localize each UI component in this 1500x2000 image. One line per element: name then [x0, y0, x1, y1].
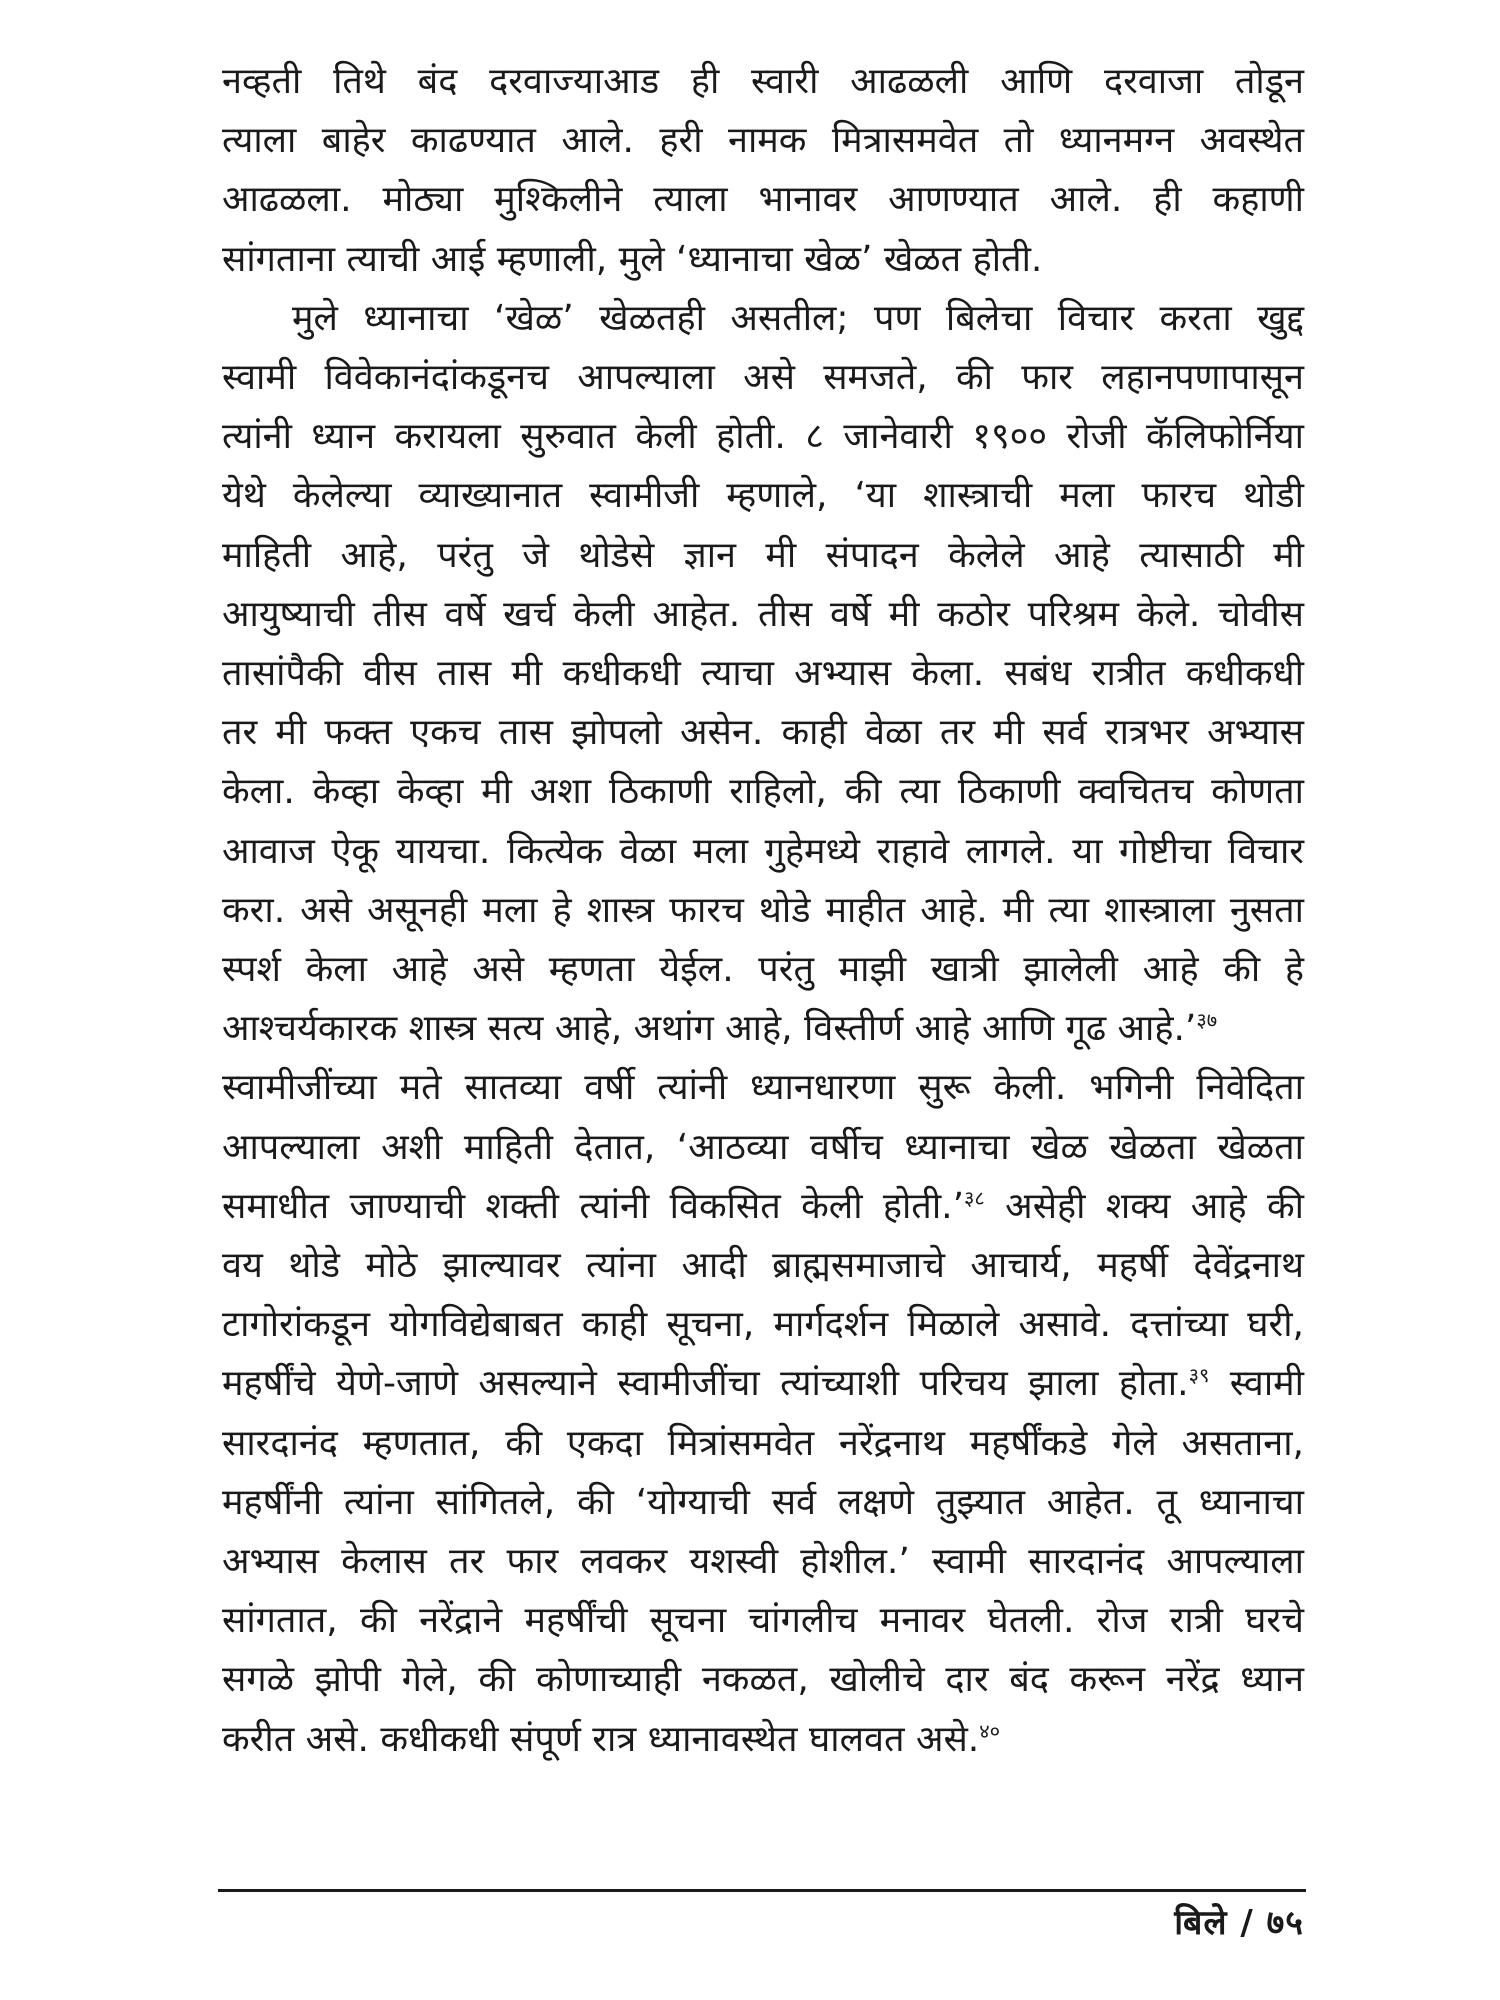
text-line: माहिती आहे, परंतु जे थोडेसे ज्ञान मी संपादन केलेले आहे त्यासाठी मी	[222, 534, 1304, 576]
text-line: मुले ध्यानाचा ‘खेळ’ खेळतही असतील; पण बिलेचा विचार करता खुद्द	[292, 297, 1304, 339]
text-line: त्याला बाहेर काढण्यात आले. हरी नामक मित्रासमवेत तो ध्यानमग्न अवस्थेत	[222, 120, 1304, 162]
text-segment: असेही शक्य आहे की	[984, 1185, 1304, 1227]
footnote-ref-39: ३९	[1188, 1363, 1210, 1388]
text-line: वय थोडे मोठे झाल्यावर त्यांना आदी ब्राह्मसमाजाचे आचार्य, महर्षी देवेंद्रनाथ	[222, 1245, 1304, 1287]
footer-rule	[218, 1889, 1306, 1892]
text-segment: समाधीत जाण्याची शक्ती त्यांनी विकसित केली होती.’	[222, 1185, 965, 1227]
text-line: महर्षींनी त्यांना सांगितले, की ‘योग्याची सर्व लक्षणे तुझ्यात आहेत. तू ध्यानाचा	[222, 1481, 1304, 1523]
text-line: आयुष्याची तीस वर्षे खर्च केली आहेत. तीस वर्षे मी कठोर परिश्रम केले. चोवीस	[222, 593, 1304, 635]
paragraph-2	[222, 289, 1304, 1769]
text-line: नव्हती तिथे बंद दरवाज्याआड ही स्वारी आढळली आणि दरवाजा तोडून	[222, 61, 1304, 102]
book-title: बिले	[1174, 1903, 1228, 1943]
text-line: तर मी फक्त एकच तास झोपलो असेन. काही वेळा तर मी सर्व रात्रभर अभ्यास	[222, 712, 1304, 754]
body-text	[222, 52, 1304, 1769]
text-line-with-ref	[222, 1177, 1304, 1236]
text-segment: करीत असे. कधीकधी संपूर्ण रात्र ध्यानावस्थेत घालवत असे.	[222, 1718, 980, 1760]
page-number: ७५	[1266, 1903, 1304, 1943]
paragraph-1	[222, 52, 1304, 289]
page-footer	[1174, 1898, 1304, 1944]
text-line: केला. केव्हा केव्हा मी अशा ठिकाणी राहिलो, की त्या ठिकाणी क्वचितच कोणता	[222, 771, 1304, 813]
footnote-ref-38: ३८	[964, 1185, 985, 1210]
footnote-ref-40: ४०	[979, 1718, 1001, 1743]
text-line: सारदानंद म्हणतात, की एकदा मित्रांसमवेत नरेंद्रनाथ महर्षींकडे गेले असताना,	[222, 1422, 1304, 1464]
text-line: अभ्यास केलास तर फार लवकर यशस्वी होशील.’ स्वामी सारदानंद आपल्याला	[222, 1541, 1304, 1583]
text-line: स्वामीजींच्या मते सातव्या वर्षी त्यांनी ध्यानधारणा सुरू केली. भगिनी निवेदिता	[222, 1067, 1304, 1109]
text-line: सांगताना त्याची आई म्हणाली, मुले ‘ध्यानाचा खेळ’ खेळत होती.	[222, 238, 1043, 280]
text-segment: महर्षींचे येणे-जाणे असल्याने स्वामीजींचा त्यांच्याशी परिचय झाला होता.	[222, 1363, 1189, 1405]
text-line: तासांपैकी वीस तास मी कधीकधी त्याचा अभ्यास केला. सबंध रात्रीत कधीकधी	[222, 653, 1304, 695]
footnote-ref-37: ३७	[1196, 1008, 1218, 1033]
footer-separator: /	[1240, 1903, 1254, 1943]
text-segment: आश्चर्यकारक शास्त्र सत्य आहे, अथांग आहे, विस्तीर्ण आहे आणि गूढ आहे.’	[222, 1008, 1197, 1050]
text-line: येथे केलेल्या व्याख्यानात स्वामीजी म्हणाले, ‘या शास्त्राची मला फारच थोडी	[222, 475, 1304, 517]
text-line: टागोरांकडून योगविद्येबाबत काही सूचना, मार्गदर्शन मिळाले असावे. दत्तांच्या घरी,	[222, 1304, 1304, 1346]
text-line-with-ref	[222, 1354, 1304, 1413]
text-line: करा. असे असूनही मला हे शास्त्र फारच थोडे माहीत आहे. मी त्या शास्त्राला नुसता	[222, 889, 1304, 931]
text-line-with-ref	[222, 999, 1304, 1058]
text-line-with-ref	[222, 1710, 1304, 1769]
text-line: आढळला. मोठ्या मुश्किलीने त्याला भानावर आणण्यात आले. ही कहाणी	[222, 179, 1304, 221]
text-line: आवाज ऐकू यायचा. कित्येक वेळा मला गुहेमध्ये राहावे लागले. या गोष्टीचा विचार	[222, 830, 1304, 872]
text-line: स्वामी विवेकानंदांकडूनच आपल्याला असे समजते, की फार लहानपणापासून	[222, 357, 1304, 399]
text-line: आपल्याला अशी माहिती देतात, ‘आठव्या वर्षीच ध्यानाचा खेळ खेळता खेळता	[222, 1126, 1304, 1168]
text-line: त्यांनी ध्यान करायला सुरुवात केली होती. ८ जानेवारी १९०० रोजी कॅलिफोर्निया	[222, 416, 1304, 458]
text-segment: स्वामी	[1209, 1363, 1304, 1405]
text-line: सगळे झोपी गेले, की कोणाच्याही नकळत, खोलीचे दार बंद करून नरेंद्र ध्यान	[222, 1659, 1304, 1701]
text-line: स्पर्श केला आहे असे म्हणता येईल. परंतु माझी खात्री झालेली आहे की हे	[222, 949, 1304, 991]
text-line: सांगतात, की नरेंद्राने महर्षींची सूचना चांगलीच मनावर घेतली. रोज रात्री घरचे	[222, 1600, 1304, 1642]
